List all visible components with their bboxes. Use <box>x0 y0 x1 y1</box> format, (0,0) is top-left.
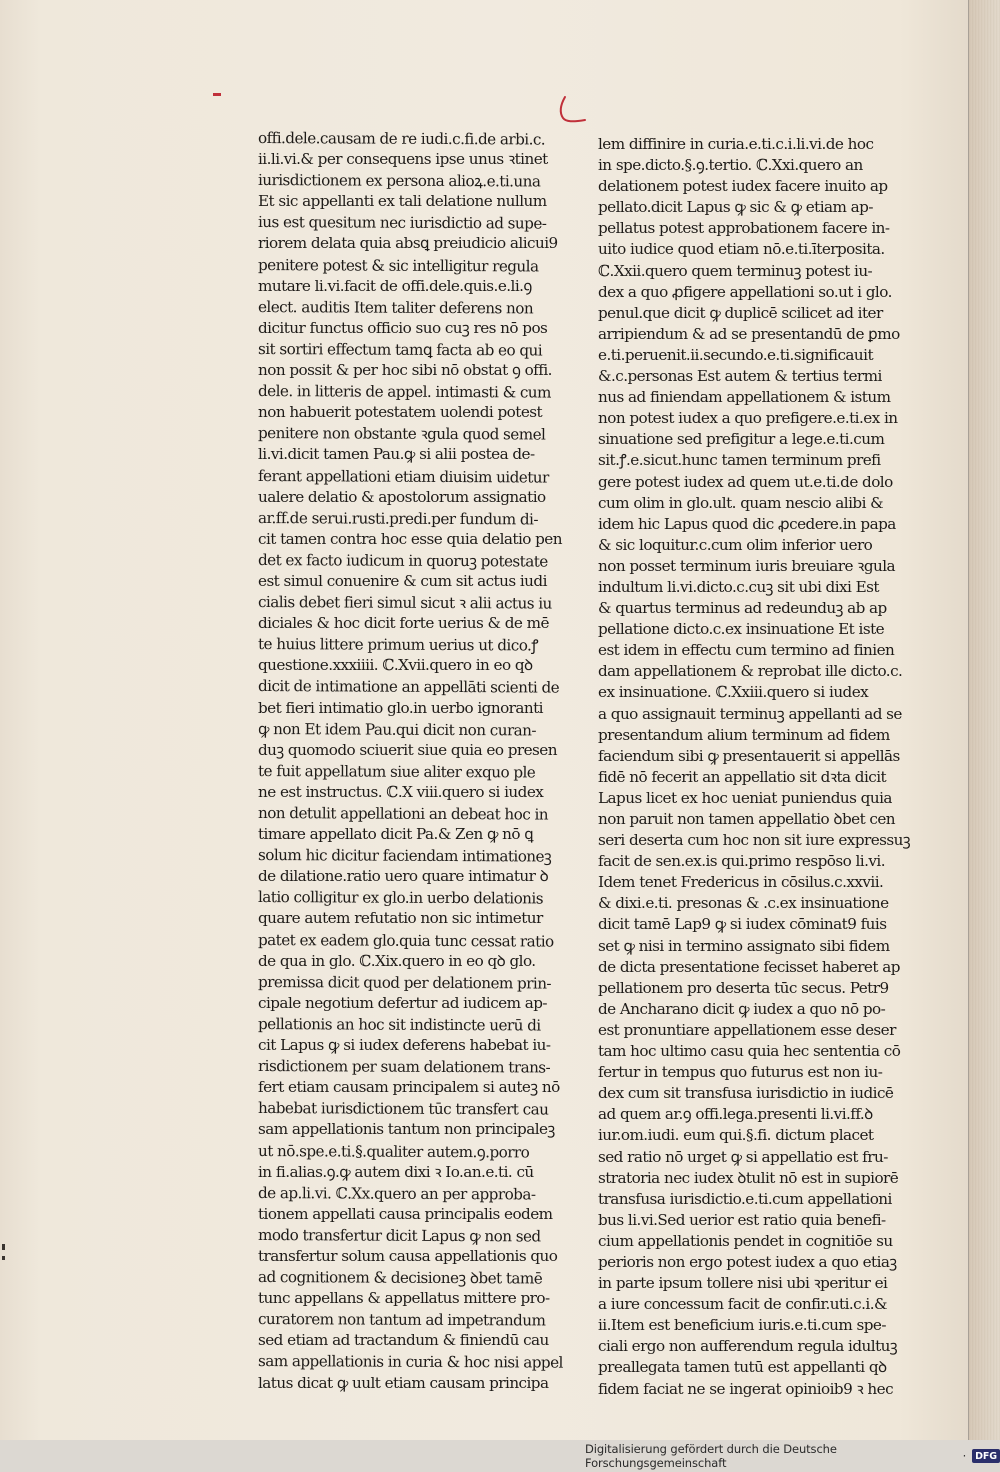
text-line: & quartus terminus ad redeunduꝫ ab ap <box>598 599 887 618</box>
text-line: cium appellationis pendet in cognitiōe su <box>598 1231 893 1250</box>
text-line: sit sortiri effectum tamꝗ facta ab eo qui <box>257 339 543 360</box>
text-line: habebat iurisdictionem tūc transfert cau <box>257 1099 549 1119</box>
text-line: ℂ.Xxii.quero quem terminuꝫ potest iu- <box>598 261 873 280</box>
text-line: ualere delatio & apostolorum assignatio <box>258 487 546 506</box>
text-line: bet fieri intimatio glo.in uerbo ignoranti <box>258 698 543 717</box>
text-line: Idem tenet Fredericus in cōsilus.c.xxvii. <box>598 873 884 892</box>
text-line: ar.ff.de serui.rusti.predi.per fundum di- <box>257 508 538 529</box>
text-line: non possit & per hoc sibi nō obstat ꝯ offi. <box>258 361 552 380</box>
text-line: de qua in glo. ℂ.Xix.quero in eo qꝺ glo. <box>258 951 536 970</box>
text-line: est idem in effectu cum termino ad finien <box>598 641 895 660</box>
text-line: a quo assignauit terminuꝫ appellanti ad se <box>598 704 902 723</box>
text-line: tam hoc ultimo casu quia hec sententia cō <box>598 1042 901 1061</box>
text-line: pellationis an hoc sit indistincte uerū di <box>257 1014 541 1035</box>
text-line: &.c.personas Est autem & tertius termi <box>598 367 882 386</box>
text-line: li.vi.dicit tamen Pau.ꝙ si alii postea de- <box>258 445 535 464</box>
text-line: pellatione dicto.c.ex insinuatione Et iste <box>598 620 885 639</box>
text-line: transfusa iurisdictio.e.ti.cum appellationi <box>598 1189 892 1208</box>
text-line: ne est instructus. ℂ.X viii.quero si iudex <box>258 782 544 801</box>
text-line: sam appellationis in curia & hoc nisi appel <box>257 1352 563 1373</box>
text-line: det ex facto iudicum in quoruꝫ potestate <box>257 550 548 571</box>
text-line: premissa dicit quod per delationem prin- <box>257 972 552 993</box>
text-line: sed ratio nō urget ꝙ si appellatio est fru- <box>598 1147 888 1166</box>
text-line: questione.xxxiiii. ℂ.Xvii.quero in eo qꝺ <box>258 656 533 675</box>
text-line: iur.om.iudi. eum qui.§.fi. dictum placet <box>598 1126 874 1145</box>
text-line: e.ti.peruenit.ii.secundo.e.ti.significauit <box>598 345 874 364</box>
text-line: ut nō.spe.e.ti.§.qualiter autem.ꝯ.porro <box>257 1141 530 1161</box>
text-line: bus li.vi.Sed uerior est ratio quia benefi- <box>598 1210 886 1229</box>
text-line: non potest iudex a quo prefigere.e.ti.ex in <box>598 409 898 428</box>
text-line: fert etiam causam principalem si auteꝫ nō <box>258 1078 560 1097</box>
text-line: penitere non obstante ꝛgula quod semel <box>257 424 546 444</box>
text-line: non habuerit potestatem uolendi potest <box>258 403 543 422</box>
text-line: sam appellationis tantum non principaleꝫ <box>258 1120 555 1139</box>
text-line: te fuit appellatum siue aliter exquo ple <box>257 761 536 782</box>
red-rubrication-mark <box>213 93 221 96</box>
text-line: elect. auditis Item taliter deferens non <box>257 297 534 318</box>
footer-separator: · <box>962 1449 967 1463</box>
text-line: tunc appellans & appellatus mittere pro- <box>258 1289 550 1308</box>
text-line: de dicta presentatione fecisset haberet ap <box>598 957 900 976</box>
text-line: in fi.alias.ꝯ.ꝙ autem dixi ꝛ Io.an.e.ti. cū <box>258 1162 534 1181</box>
text-line: delationem potest iudex facere inuito ap <box>598 177 888 196</box>
text-line: sed etiam ad tractandum & finiendū cau <box>258 1331 549 1350</box>
text-line: Et sic appellanti ex tali delatione nullum <box>258 192 547 211</box>
text-line: te huius littere primum uerius ut dico.ꝭ <box>257 635 539 655</box>
text-line: de Ancharano dicit ꝙ iudex a quo nō po- <box>598 999 886 1018</box>
text-line: non detulit appellationi an debeat hoc in <box>257 804 549 824</box>
text-column-right <box>598 134 911 1400</box>
text-line: facit de sen.ex.is qui.primo respōso li.vi. <box>598 852 885 871</box>
text-line: ad quem ar.ꝯ offi.lega.presenti li.vi.ff.ꝺ <box>598 1105 873 1124</box>
text-line: tionem appellati causa principalis eodem <box>258 1204 553 1223</box>
dfg-logo: DFG <box>972 1449 1000 1463</box>
text-line: sinuatione sed prefigitur a lege.e.ti.cum <box>598 430 885 449</box>
text-line: dicit tamē Lap9 ꝙ si iudex cōminat9 fuis <box>598 915 887 934</box>
text-line: pellationem pro deserta tūc secus. Petr9 <box>598 978 889 997</box>
text-line: dicit de intimatione an appellāti scienti de <box>257 677 560 698</box>
text-line: idem hic Lapus quod dic ꝓcedere.in papa <box>598 514 896 533</box>
text-line: offi.dele.causam de re iudi.c.fi.de arbi.c. <box>257 129 546 149</box>
text-line: sit.ꝭ.e.sicut.hunc tamen terminum prefi <box>598 451 881 470</box>
text-line: & dixi.e.ti. presonas & .c.ex insinuatione <box>598 894 889 913</box>
text-line: riorem delata quia absꝗ preiudicio alicui9 <box>258 234 558 253</box>
text-line: perioris non ergo potest iudex a quo etiaꝫ <box>598 1252 897 1271</box>
text-line: ꝙ non Et idem Pau.qui dicit non curan- <box>257 719 537 740</box>
text-line: cipale negotium defertur ad iudicem ap- <box>258 993 547 1012</box>
text-line: in parte ipsum tollere nisi ubi ꝛperitur ei <box>598 1274 888 1293</box>
text-line: dicitur functus officio suo cuꝫ res nō pos <box>258 318 548 337</box>
text-line: stratoria nec iudex ꝺtulit nō est in supiorē <box>598 1168 899 1187</box>
text-line: patet ex eadem glo.quia tunc cessat ratio <box>257 930 554 951</box>
text-line: timare appellato dicit Pa.& Zen ꝙ nō ꝗ <box>258 825 534 844</box>
text-line: ad cognitionem & decisioneꝫ ꝺbet tamē <box>257 1268 543 1288</box>
text-line: ius est quesitum nec iurisdictio ad supe- <box>257 213 547 233</box>
text-line: faciendum sibi ꝙ presentauerit si appellās <box>598 746 900 765</box>
text-line: & sic loquitur.c.cum olim inferior uero <box>598 535 873 554</box>
text-line: fidē nō fecerit an appellatio sit dꝛta dicit <box>598 767 887 786</box>
text-line: cit tamen contra hoc esse quia delatio pen <box>258 529 562 548</box>
text-line: indultum li.vi.dicto.c.cuꝫ sit ubi dixi Est <box>598 577 879 596</box>
red-flourish-mark <box>555 94 595 130</box>
text-line: diciales & hoc dicit forte uerius & de mē <box>258 614 549 633</box>
footer-credit <box>585 1442 1000 1470</box>
text-line: arripiendum & ad se presentandū de ꝑmo <box>598 324 900 343</box>
text-line: transfertur solum causa appellationis quo <box>258 1246 558 1265</box>
text-line: est pronuntiare appellationem esse deser <box>598 1020 896 1039</box>
text-line: de dilatione.ratio uero quare intimatur ꝺ <box>258 867 549 886</box>
text-line: solum hic dicitur faciendam intimationeꝫ <box>257 846 552 866</box>
text-line: latio colligitur ex glo.in uerbo delationis <box>257 888 544 908</box>
text-line: non paruit non tamen appellatio ꝺbet cen <box>598 810 896 828</box>
text-line: cum olim in glo.ult. quam nescio alibi & <box>598 493 884 512</box>
text-line: penitere potest & sic intelligitur regula <box>257 255 539 276</box>
page-edges <box>968 0 1000 1440</box>
text-line: cit Lapus ꝙ si iudex deferens habebat iu- <box>258 1036 551 1055</box>
text-line: nus ad finiendam appellationem & istum <box>598 388 891 407</box>
text-line: seri deserta cum hoc non sit iure expressuꝫ <box>598 831 911 850</box>
text-line: penul.que dicit ꝙ duplicē scilicet ad iter <box>598 303 883 322</box>
text-line: ex insinuatione. ℂ.Xxiii.quero si iudex <box>598 683 869 702</box>
text-line: pellatus potest approbationem facere in- <box>598 219 890 238</box>
text-line: risdictionem per suam delationem trans- <box>257 1057 551 1077</box>
footer-text: Digitalisierung gefördert durch die Deutsche Forschungsgemeinschaft <box>585 1442 837 1470</box>
text-line: pellato.dicit Lapus ꝙ sic & ꝙ etiam ap- <box>598 198 873 217</box>
text-line: curatorem non tantum ad impetrandum <box>257 1310 546 1330</box>
margin-marks <box>0 1240 8 1270</box>
text-line: duꝫ quomodo sciuerit siue quia eo presen <box>258 740 557 759</box>
text-line: set ꝙ nisi in termino assignato sibi fidem <box>598 936 890 955</box>
text-line: ii.Item est beneficium iuris.e.ti.cum spe- <box>598 1316 886 1335</box>
text-line: fertur in tempus quo futurus est non iu- <box>598 1063 883 1082</box>
text-line: ferant appellationi etiam diuisim uidetur <box>257 466 549 487</box>
text-line: preallegata tamen tutū est appellanti qꝺ <box>598 1358 887 1377</box>
text-line: presentandum alium terminum ad fidem <box>598 725 890 744</box>
text-line: in spe.dicto.§.ꝯ.tertio. ℂ.Xxi.quero an <box>598 156 863 175</box>
text-line: de ap.li.vi. ℂ.Xx.quero an per approba- <box>257 1183 536 1204</box>
text-line: dam appellationem & reprobat ille dicto.c. <box>598 662 903 681</box>
text-line: gere potest iudex ad quem ut.e.ti.de dolo <box>598 472 893 491</box>
text-line: mutare li.vi.facit de offi.dele.quis.e.li.ꝯ <box>258 276 532 295</box>
text-line: est simul conuenire & cum sit actus iudi <box>258 571 547 590</box>
text-line: iurisdictionem ex persona alioꝝ.e.ti.una <box>257 171 541 191</box>
text-line: a iure concessum facit de confir.uti.c.i.& <box>598 1295 887 1314</box>
text-line: dex cum sit transfusa iurisdictio in iudicē <box>598 1084 894 1103</box>
text-line: cialis debet fieri simul sicut ꝛ alii actus iu <box>257 593 552 613</box>
text-line: fidem faciat ne se ingerat opinioib9 ꝛ hec <box>598 1379 894 1398</box>
text-line: quare autem refutatio non sic intimetur <box>258 909 543 928</box>
text-line: lem diffinire in curia.e.ti.c.i.li.vi.de hoc <box>598 135 874 153</box>
text-line: dele. in litteris de appel. intimasti & cum <box>257 382 551 402</box>
text-line: modo transfertur dicit Lapus ꝙ non sed <box>257 1225 541 1246</box>
text-column-left <box>257 128 563 1394</box>
text-line: latus dicat ꝙ uult etiam causam principa <box>258 1373 549 1392</box>
text-line: ciali ergo non aufferendum regula idultuꝫ <box>598 1337 898 1356</box>
text-line: Lapus licet ex hoc ueniat puniendus quia <box>598 788 892 807</box>
text-line: ii.li.vi.& per consequens ipse unus ꝛtinet <box>258 150 548 169</box>
text-line: non posset terminum iuris breuiare ꝛgula <box>598 556 896 575</box>
text-line: dex a quo ꝓfigere appellationi so.ut i glo. <box>598 282 892 301</box>
text-line: uito iudice quod etiam nō.e.ti.īterposita. <box>598 240 885 259</box>
